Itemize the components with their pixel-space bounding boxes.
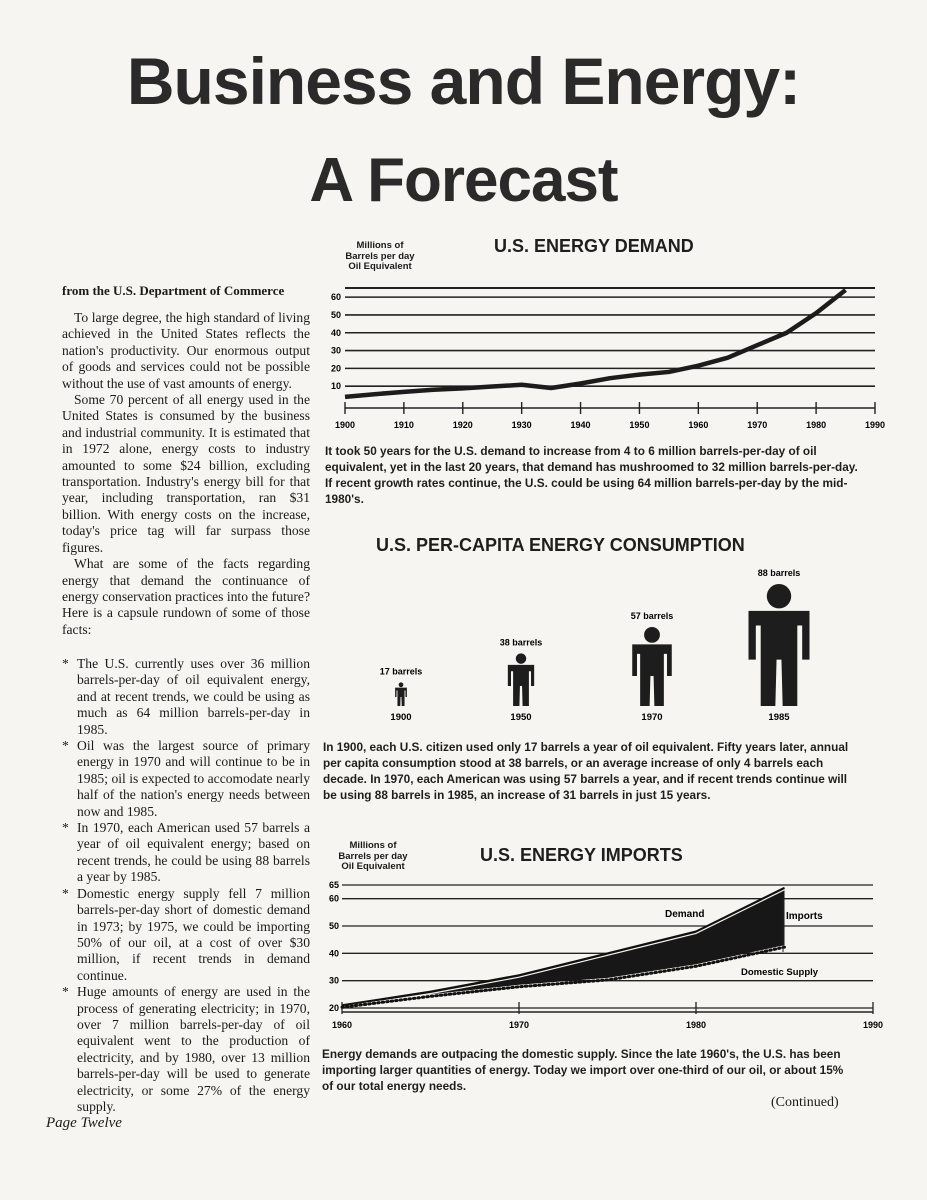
y-tick-label: 65	[328, 880, 339, 890]
fact-text: Oil was the largest source of primary energy in 1970 and will continue to be in 1985; oil is expected to accomodate nearly half of the nation's energy needs between now and 1985.	[77, 738, 310, 819]
demand-chart-title: U.S. ENERGY DEMAND	[494, 236, 694, 256]
byline: from the U.S. Department of Commerce	[62, 283, 285, 298]
fact-text: Domestic energy supply fell 7 million barrels-per-day short of domestic demand in 1973; by 1975, we could be importing 50% of our oil, at a cost of over $30 million, if recent trends in demand continue.	[77, 885, 310, 983]
x-tick-label: 1970	[508, 1020, 530, 1030]
y-tick-label: 50	[328, 921, 339, 931]
x-tick-label: 1900	[334, 420, 356, 430]
x-tick-label: 1980	[806, 420, 827, 430]
imports-legend-label: Imports	[786, 911, 823, 922]
domestic-supply-legend-label: Domestic Supply	[741, 967, 819, 978]
fact-text: Huge amounts of energy are used in the process of generating electricity; in 1970, over 7 million barrels-per-day of oil equivalent went to the production of electricity, and by 1980, over 13 million barrels-per-day will be used to generate electricity, or some 27% of the energy supply.	[77, 984, 310, 1114]
y-tick-label: 30	[328, 975, 339, 986]
x-tick-label: 1930	[511, 420, 532, 430]
imports-area	[342, 888, 785, 1006]
bullet-marker: *	[62, 820, 69, 836]
x-tick-label: 1990	[862, 1020, 884, 1030]
y-tick-label: 60	[330, 292, 341, 303]
per-capita-caption: In 1900, each U.S. citizen used only 17 barrels a year of oil equivalent. Fifty years later, annual per capita consumption stood at 38 barrels, or an average increase of only 4 barrels each decade. In 1970, each American was using 57 barrels a year, and if recent trends continue will be using 88 barrels in 1985, an increase of 31 barrels in just 15 years.	[323, 740, 849, 802]
demand-unit-label: Millions of Barrels per day Oil Equivalent	[345, 240, 415, 272]
continued-note: (Continued)	[771, 1095, 839, 1110]
x-tick-label: 1910	[393, 420, 414, 430]
y-tick-label: 40	[330, 327, 341, 338]
fact-text: In 1970, each American used 57 barrels a year of oil equivalent energy; based on recent trends, he could be using 88 barrels a year by 1985.	[77, 820, 310, 885]
paragraph: Some 70 percent of all energy used in the United States is consumed by the business and industrial community. It is estimated that in 1972 alone, energy costs to industry amounted to some $24 billion, excluding transportation. Industry's energy bill for that year, including transportation, ran $31 billion. With energy costs on the increase, today's price tag will far surpass those figures.	[62, 392, 310, 555]
x-tick-label: 1980	[685, 1020, 707, 1030]
x-tick-label: 1960	[688, 420, 709, 430]
paragraph: What are some of the facts regarding energy that demand the continuance of energy conservation practices into the future? Here is a capsule rundown of some of those facts:	[62, 556, 310, 637]
per-capita-chart-title: U.S. PER-CAPITA ENERGY CONSUMPTION	[376, 535, 745, 555]
category-label: 1950	[510, 712, 532, 723]
category-label: 1900	[390, 712, 412, 723]
category-label: 1970	[641, 712, 663, 723]
y-tick-label: 60	[328, 893, 339, 904]
imports-chart-title: U.S. ENERGY IMPORTS	[480, 845, 683, 865]
page-number: Page Twelve	[46, 1115, 122, 1131]
headline-line-2: A Forecast	[309, 146, 618, 215]
x-tick-label: 1970	[747, 420, 768, 430]
imports-caption: Energy demands are outpacing the domestic supply. Since the late 1960's, the U.S. has been importing larger quantities of energy. Today we import over one-third of our oil, or about 15% of our total energy needs.	[322, 1047, 844, 1093]
bullet-marker: *	[62, 984, 69, 1000]
fact-text: The U.S. currently uses over 36 million barrels-per-day of oil equivalent energy, and at recent trends, we could be using as much as 64 million barrels-per-day in 1985.	[77, 656, 310, 737]
x-tick-label: 1940	[570, 420, 591, 430]
value-label: 17 barrels	[379, 666, 423, 677]
x-tick-label: 1920	[452, 420, 473, 430]
demand-caption: It took 50 years for the U.S. demand to increase from 4 to 6 million barrels-per-day of oil equivalent, yet in the last 20 years, that demand has mushroomed to 32 million barrels-per-day. If recent growth rates continue, the U.S. could be using 64 million barrels-per-day by the mid-1980's.	[325, 444, 858, 506]
paragraph: To large degree, the high standard of living achieved in the United States reflects the nation's productivity. Our enormous output of goods and services could not be possible without the use of vast amounts of energy.	[62, 310, 310, 391]
x-tick-label: 1990	[864, 420, 886, 430]
y-tick-label: 40	[328, 948, 339, 959]
bullet-marker: *	[62, 738, 69, 754]
value-label: 88 barrels	[757, 568, 801, 578]
headline-line-1: Business and Energy:	[126, 44, 801, 118]
y-tick-label: 20	[330, 363, 341, 374]
imports-unit-label: Millions of Barrels per day Oil Equivalent	[338, 840, 408, 872]
category-label: 1985	[768, 712, 790, 723]
demand-legend-label: Demand	[665, 909, 705, 920]
y-tick-label: 10	[330, 381, 341, 392]
value-label: 38 barrels	[499, 637, 543, 648]
x-tick-label: 1960	[331, 1020, 353, 1030]
x-tick-label: 1950	[629, 420, 650, 430]
y-tick-label: 50	[330, 309, 341, 320]
y-tick-label: 20	[328, 1003, 339, 1013]
bullet-marker: *	[62, 885, 69, 901]
y-tick-label: 30	[330, 345, 341, 356]
value-label: 57 barrels	[630, 610, 674, 621]
bullet-marker: *	[62, 656, 69, 671]
